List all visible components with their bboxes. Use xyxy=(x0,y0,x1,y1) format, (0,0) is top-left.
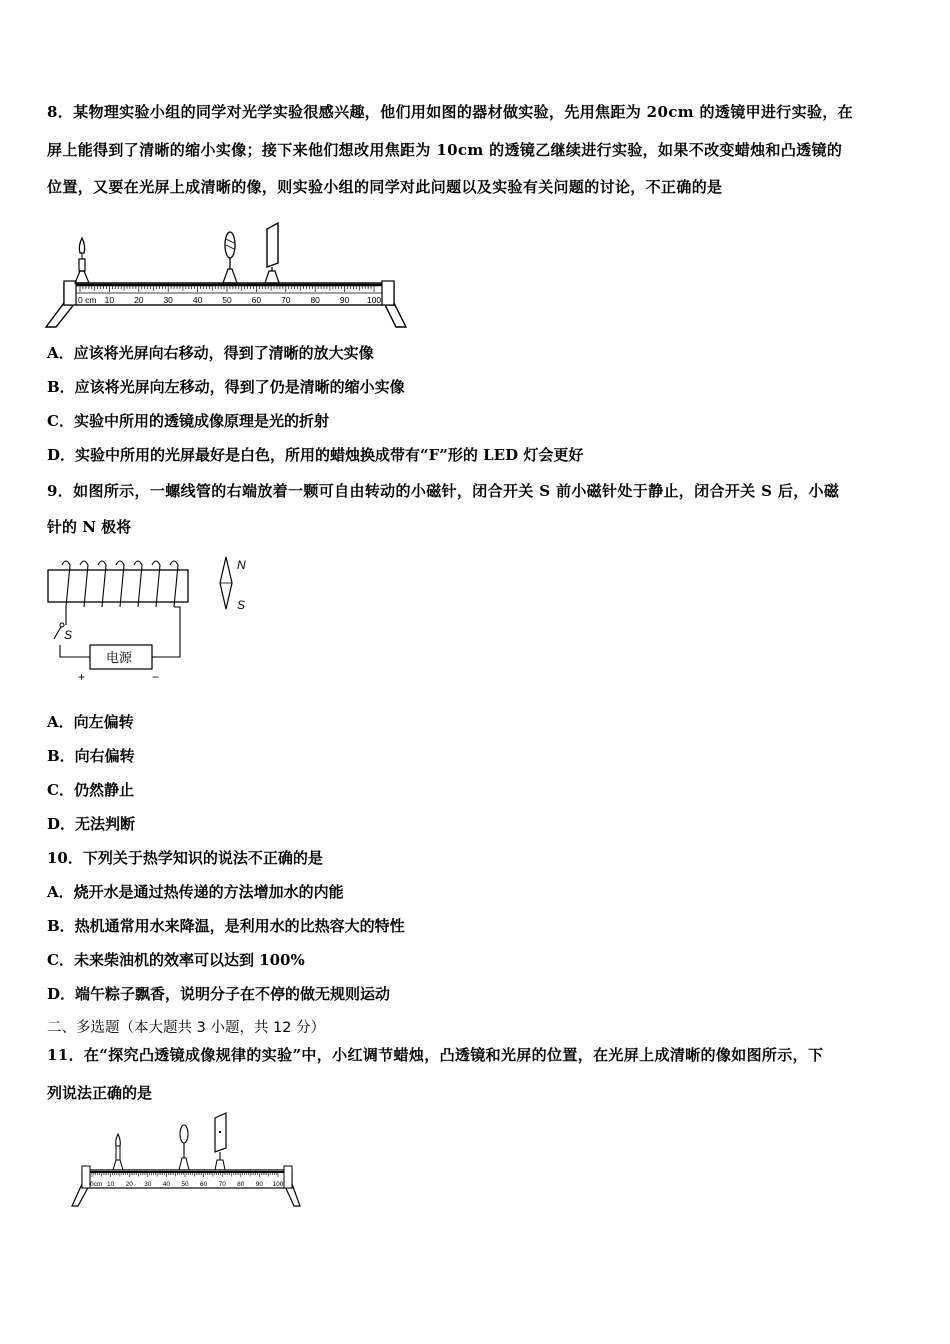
scale-label: 60 xyxy=(199,1181,208,1188)
scale-label: 20 xyxy=(134,295,144,305)
q10-stem: 10．下列关于热学知识的说法不正确的是 xyxy=(47,849,323,867)
scale-label: 30 xyxy=(144,1181,152,1188)
scale-minor-ticks xyxy=(92,1173,278,1177)
right-foot xyxy=(384,303,406,327)
scale-label: 40 xyxy=(162,1181,171,1188)
scale-label: 0 cm xyxy=(78,295,97,305)
q8-stem-line-2: 屏上能得到了清晰的缩小实像；接下来他们想改用焦距为 10cm 的透镜乙继续进行实验，如果不改变蜡烛和凸透镜的 xyxy=(47,141,843,159)
q10-option-b: B．热机通常用水来降温，是利用水的比热容大的特性 xyxy=(47,917,405,935)
q8-option-a: A．应该将光屏向右移动，得到了清晰的放大实像 xyxy=(47,344,374,362)
q10-option-d: D．端午粽子飘香，说明分子在不停的做无规则运动 xyxy=(47,985,391,1003)
scale-label: 100 xyxy=(272,1181,284,1188)
q10-option-a: A．烧开水是通过热传递的方法增加水的内能 xyxy=(47,883,344,901)
q8-option-d: D．实验中所用的光屏最好是白色，所用的蜡烛换成带有“F”形的 LED 灯会更好 xyxy=(47,446,584,464)
q8-stem-line-3: 位置，又要在光屏上成清晰的像，则实验小组的同学对此问题以及实验有关问题的讨论，不正确的是 xyxy=(47,178,723,196)
q8-stem-line-1: 8．某物理实验小组的同学对光学实验很感兴趣，他们用如图的器材做实验，先用焦距为 20cm 的透镜甲进行实验，在 xyxy=(47,103,854,121)
positive-terminal: + xyxy=(78,670,86,684)
scale-label: 80 xyxy=(237,1181,245,1188)
q11-optical-bench-figure xyxy=(68,1108,308,1210)
q11-stem-line-2: 列说法正确的是 xyxy=(47,1084,153,1102)
convex-lens xyxy=(179,1125,189,1170)
magnetic-needle xyxy=(220,557,232,609)
scale-label: 50 xyxy=(222,295,232,305)
scale-label: 10 xyxy=(106,1181,115,1188)
scale-label: 40 xyxy=(192,295,203,305)
q10-option-c: C．未来柴油机的效率可以达到 100% xyxy=(47,951,305,969)
switch-label: S xyxy=(64,628,73,642)
left-foot xyxy=(46,303,75,327)
needle-south-label: S xyxy=(237,598,246,612)
q9-option-c: C．仍然静止 xyxy=(47,781,134,799)
scale-label: 0cm xyxy=(90,1181,103,1188)
power-supply-label: 电源 xyxy=(106,650,133,665)
light-screen xyxy=(215,1113,226,1170)
scale-label: 100 xyxy=(366,295,382,305)
q11-stem-line-1: 11．在“探究凸透镜成像规律的实验”中，小红调节蜡烛，凸透镜和光屏的位置，在光屏上成清晰的像如图所示，下 xyxy=(47,1046,824,1064)
candle xyxy=(113,1134,123,1170)
candle xyxy=(75,238,89,283)
scale-label: 50 xyxy=(181,1181,189,1188)
q9-stem-line-2: 针的 N 极将 xyxy=(47,518,132,536)
scale-label: 60 xyxy=(251,295,262,305)
q8-optical-bench-figure xyxy=(44,213,414,331)
q8-option-b: B．应该将光屏向左移动，得到了仍是清晰的缩小实像 xyxy=(47,378,405,396)
q9-option-a: A．向左偏转 xyxy=(47,713,134,731)
q9-option-d: D．无法判断 xyxy=(47,815,136,833)
q9-solenoid-circuit-figure xyxy=(40,553,260,685)
scale-label: 10 xyxy=(104,295,115,305)
scale-label: 70 xyxy=(281,295,291,305)
section-heading-multiple-choice: 二、多选题（本大题共 3 小题，共 12 分） xyxy=(47,1020,326,1036)
q9-option-b: B．向右偏转 xyxy=(47,747,135,765)
scale-label: 70 xyxy=(218,1181,226,1188)
scale-label: 30 xyxy=(163,295,173,305)
negative-terminal: − xyxy=(152,670,160,684)
q9-stem-line-1: 9．如图所示，一螺线管的右端放着一颗可自由转动的小磁针，闭合开关 S 前小磁针处于静止，闭合开关 S 后，小磁 xyxy=(47,482,840,500)
convex-lens xyxy=(223,232,237,283)
scale-label: 80 xyxy=(310,295,320,305)
scale-label: 20 xyxy=(125,1181,133,1188)
needle-north-label: N xyxy=(237,558,246,572)
light-screen xyxy=(265,223,279,283)
switch-contact xyxy=(60,623,64,627)
scale-label: 90 xyxy=(255,1181,264,1188)
scale-label: 90 xyxy=(339,295,350,305)
q8-option-c: C．实验中所用的透镜成像原理是光的折射 xyxy=(47,412,329,430)
